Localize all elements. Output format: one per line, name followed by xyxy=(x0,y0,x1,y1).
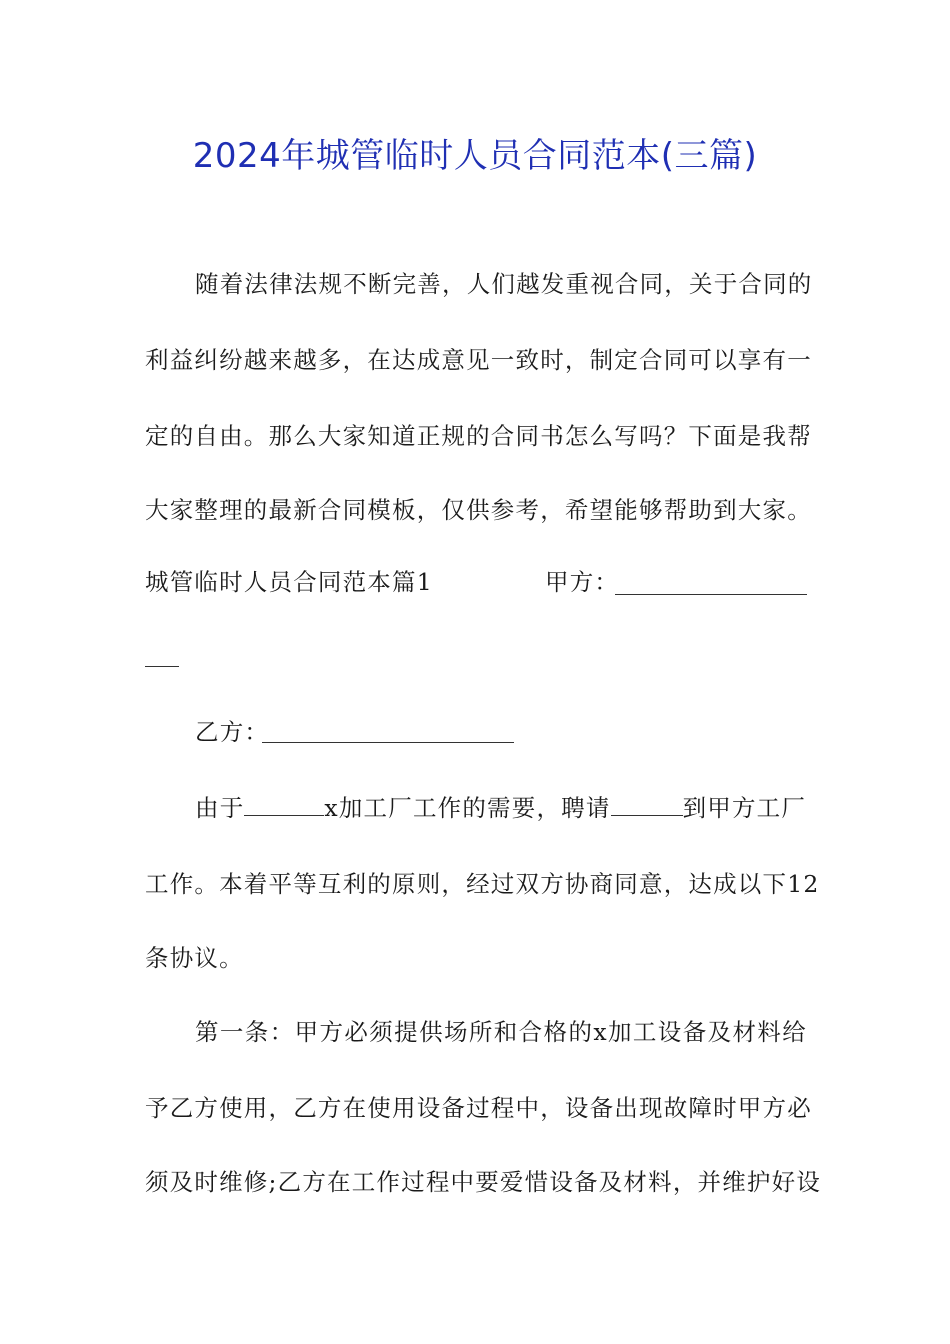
para1-text-c: 到甲方工厂 xyxy=(682,794,807,822)
article1-line-1: 第一条：甲方必须提供场所和合格的x加工设备及材料给 xyxy=(195,1018,807,1046)
intro-line-4: 大家整理的最新合同模板，仅供参考，希望能够帮助到大家。 xyxy=(145,496,812,524)
article1-line-3: 须及时维修;乙方在工作过程中要爱惜设备及材料，并维护好设 xyxy=(145,1168,822,1196)
factory-name-blank xyxy=(244,793,324,816)
section-heading: 城管临时人员合同范本篇1 xyxy=(145,568,433,596)
party-a-blank xyxy=(615,594,807,595)
para1-line-1 xyxy=(195,792,807,824)
para1-text-a: 由于 xyxy=(195,794,245,822)
para1-line-3: 条协议。 xyxy=(145,944,244,972)
article1-line-2: 予乙方使用，乙方在使用设备过程中，设备出现故障时甲方必 xyxy=(145,1094,812,1122)
document-title: 2024年城管临时人员合同范本(三篇) xyxy=(192,136,758,176)
intro-line-3: 定的自由。那么大家知道正规的合同书怎么写吗？下面是我帮 xyxy=(145,422,812,450)
para1-line-2: 工作。本着平等互利的原则，经过双方协商同意，达成以下12 xyxy=(145,870,820,898)
party-b-blank xyxy=(262,742,514,743)
party-a-blank-continued xyxy=(145,666,179,667)
intro-line-1: 随着法律法规不断完善，人们越发重视合同，关于合同的 xyxy=(195,270,813,298)
party-b-label: 乙方： xyxy=(195,718,270,746)
para1-text-b: x加工厂工作的需要，聘请 xyxy=(324,794,611,822)
employee-name-blank xyxy=(611,793,683,816)
intro-line-2: 利益纠纷越来越多，在达成意见一致时，制定合同可以享有一 xyxy=(145,346,812,374)
party-a-label: 甲方： xyxy=(545,568,620,596)
